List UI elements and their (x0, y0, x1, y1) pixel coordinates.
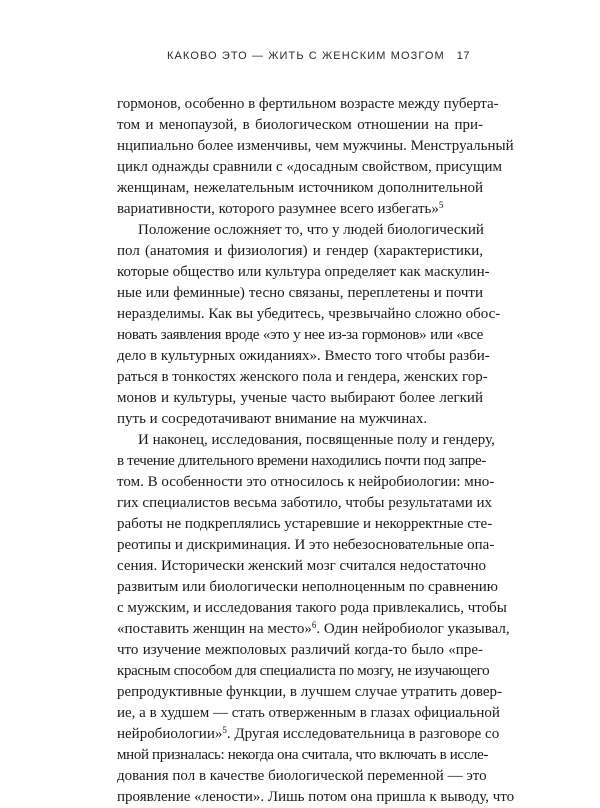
text-line: неразделимы. Как вы убедитесь, чрезвычайно сложно обос- (117, 306, 501, 322)
text-line: проявление «лености». Лишь потом она пришла к выводу, что (117, 789, 515, 805)
text-line: ие, а в худшем — стать отверженным в глазах официальной (117, 705, 500, 721)
running-head (167, 50, 470, 62)
text-line: И наконец, исследования, посвященные полу и гендеру, (138, 432, 495, 448)
text-line: что изучение межполовых различий когда-то было «пре- (117, 642, 483, 658)
text-line (117, 619, 510, 640)
text-line: мной призналась: некогда она считала, что включать в иссле- (117, 747, 489, 763)
text-line: репродуктивные функции, в лучшем случае утратить довер- (117, 684, 502, 700)
text-line: работы не подкреплялись устаревшие и некорректные сте- (117, 516, 493, 532)
text-line: которые общество или культура определяет как маскулин- (117, 264, 490, 280)
text-line: пол (анатомия и физиология) и гендер (характеристики, (117, 243, 483, 259)
body-text (117, 94, 515, 808)
footnote-ref: 5 (438, 200, 444, 210)
footnote-ref: 6 (311, 620, 317, 630)
text-line: женщинам, нежелательным источником дополнительной (117, 180, 483, 196)
text-line: красным способом для специалиста по мозгу, не изучающего (117, 663, 490, 679)
text-line: путь и сосредотачивают внимание на мужчинах. (117, 411, 428, 427)
text-line: нципиально более изменчивы, чем мужчины. Менструальный (117, 138, 514, 154)
text-fragment: вариативности, которого разумнее всего избегать» (117, 201, 439, 217)
text-fragment: «поставить женщин на место» (117, 621, 312, 637)
text-fragment: нейробиологии» (117, 726, 223, 742)
text-line: с мужским, и исследования такого рода привлекались, чтобы (117, 600, 507, 616)
paragraph-2 (117, 220, 501, 430)
text-line: реотипы и дискриминация. И это небезосновательные опа- (117, 537, 495, 553)
text-fragment: . Другая исследовательница в разговоре со (226, 726, 500, 742)
page-number: 17 (456, 50, 470, 62)
footnote-ref: 5 (222, 725, 227, 735)
text-line: дования пол в качестве биологической переменной — это (117, 768, 487, 784)
text-line: том и менопаузой, в биологическом отношении на при- (117, 117, 483, 133)
text-line: гормонов, особенно в фертильном возрасте между пуберта- (117, 96, 499, 112)
text-line: дело в культурных ожиданиях». Вместо того чтобы разби- (117, 348, 490, 364)
text-line: гих специалистов весьма заботило, чтобы результатами их (117, 495, 492, 511)
text-line (117, 724, 500, 745)
text-line: сения. Исторически женский мозг считался недостаточно (117, 558, 486, 574)
text-line: в течение длительного времени находились почти под запре- (117, 453, 486, 469)
text-line: монов и культуры, ученые часто выбирают более легкий (117, 390, 483, 406)
text-line: раться в тонкостях женского пола и гендера, женских гор- (117, 369, 488, 385)
text-line: цикл однажды сравнили с «досадным свойством, присущим (117, 159, 503, 175)
text-line: ные или феминные) тесно связаны, переплетены и почти (117, 285, 483, 301)
text-line (117, 199, 483, 220)
text-line: развитым или биологически неполноценным по сравнению (117, 579, 498, 595)
text-fragment: . Один нейробиолог указывал, (316, 621, 510, 637)
text-line: новать заявления вроде «это у нее из-за гормонов» или «все (117, 327, 483, 343)
paragraph-3 (117, 430, 515, 808)
text-line: том. В особенности это относилось к нейробиологии: мно- (117, 474, 495, 490)
text-line: Положение осложняет то, что у людей биологический (138, 222, 484, 238)
paragraph-1 (117, 94, 514, 220)
running-head-title: КАКОВО ЭТО — ЖИТЬ С ЖЕНСКИМ МОЗГОМ (166, 50, 445, 62)
